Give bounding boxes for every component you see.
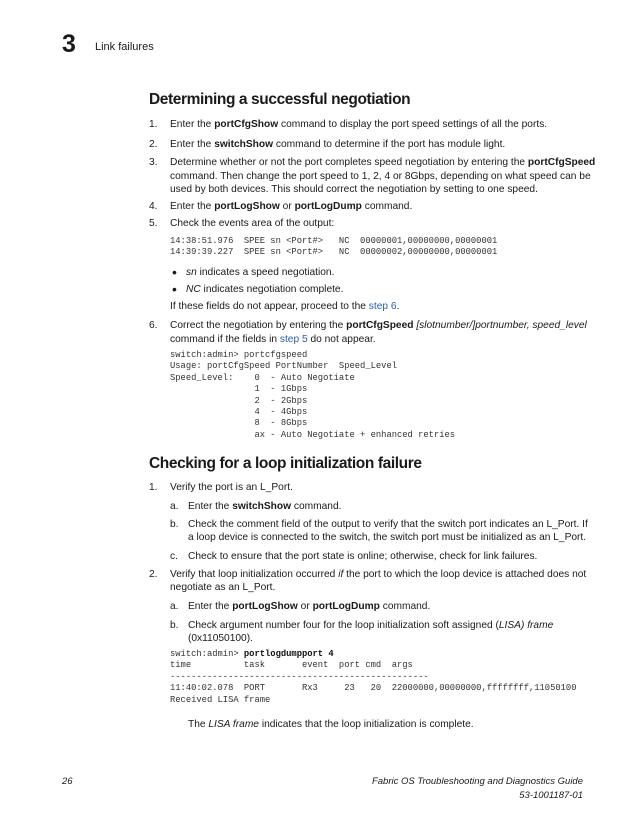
code-command: portlogdumpport 4 [243, 649, 334, 659]
link-step-5[interactable]: step 5 [279, 334, 308, 345]
substep-letter: b. [170, 620, 179, 631]
chapter-title: Link failures [95, 41, 154, 53]
command-portlogdump: portLogDump [294, 201, 362, 212]
step-5-note: If these fields do not appear, proceed to the step 6. [170, 301, 400, 312]
step-6-line-2: command if the fields in step 5 do not appear. [170, 334, 376, 345]
command-portcfgshow: portCfgShow [214, 119, 279, 130]
step-number: 1. [149, 119, 158, 130]
substep-letter: b. [170, 519, 179, 530]
code-block-portcfgspeed: switch:admin> portcfgspeed Usage: portCfgSpeed PortNumber Speed_Level Speed_Level: 0 - Auto Negotiate 1 - 1Gbps 2 - 2Gbps 4 - 4Gbps 8 - 8Gbps ax - Auto Negotiate + enhanced retries [170, 350, 456, 440]
step-number: 1. [149, 482, 158, 493]
step-6-line-1: Correct the negotiation by entering the portCfgSpeed [slotnumber/]portnumber, speed_level [170, 320, 587, 331]
step-3-line-3: used by both devices. This should correct the negotiation by setting to one speed. [170, 184, 538, 195]
substep-2b-line-2: (0x11050100). [188, 633, 253, 644]
command-portcfgspeed: portCfgSpeed [527, 157, 596, 168]
bullet-sn: sn indicates a speed negotiation. [186, 267, 335, 278]
step-number: 2. [149, 569, 158, 580]
code-block-events: 14:38:51.976 SPEE sn <Port#> NC 00000001,00000000,00000001 14:39:39.227 SPEE sn <Port#> NC 00000002,00000000,00000001 [170, 236, 498, 258]
command-switchshow: switchShow [214, 139, 274, 150]
command-portlogshow: portLogShow [232, 601, 298, 612]
substep-letter: a. [170, 501, 179, 512]
step-number: 5. [149, 218, 158, 229]
substep-letter: c. [170, 551, 178, 562]
section-title-loop-init: Checking for a loop initialization failure [149, 455, 422, 472]
step-4-text: Enter the portLogShow or portLogDump command. [170, 201, 413, 212]
loop-step-2-line-1: Verify that loop initialization occurred if the port to which the loop device is attached does not [170, 569, 587, 580]
loop-step-2-line-2: negotiate as an L_Port. [170, 582, 276, 593]
step-number: 4. [149, 201, 158, 212]
guide-title: Fabric OS Troubleshooting and Diagnostics Guide [371, 776, 583, 787]
code-block-portlogdump: switch:admin> portlogdumpport 4 time task event port cmd args ------------------------------------------------- 11:40:02.078 PORT Rx3 23 20 22000000,00000000,ffffffff,11050100 Received LISA frame [170, 649, 577, 705]
substep-1b-line-2: a loop device is connected to the switch, the switch port must be initialized as an L_Port. [188, 532, 587, 543]
chapter-number: 3 [62, 30, 76, 58]
command-portlogdump: portLogDump [312, 601, 380, 612]
step-3-line-2: command. Then change the port speed to 1, 2, 4 or 8Gbps, depending on what speed can be [170, 171, 591, 182]
link-step-6[interactable]: step 6 [368, 301, 397, 312]
page-number: 26 [62, 776, 73, 787]
bullet-nc: NC indicates negotiation complete. [186, 284, 344, 295]
substep-1b-line-1: Check the comment field of the output to verify that the switch port indicates an L_Port. If [188, 519, 588, 530]
loop-step-2-note: The LISA frame indicates that the loop initialization is complete. [188, 719, 474, 730]
command-portlogshow: portLogShow [214, 201, 280, 212]
command-portcfgspeed: portCfgSpeed [346, 320, 414, 331]
step-3-line-1: Determine whether or not the port completes speed negotiation by entering the portCfgSpeed [170, 157, 596, 168]
loop-step-1-text: Verify the port is an L_Port. [170, 482, 293, 493]
substep-1c: Check to ensure that the port state is online; otherwise, check for link failures. [188, 551, 538, 562]
step-2-text: Enter the switchShow command to determine if the port has module light. [170, 139, 506, 150]
substep-2b-line-1: Check argument number four for the loop initialization soft assigned (LISA) frame [188, 620, 554, 631]
command-switchshow: switchShow [232, 501, 292, 512]
bullet-icon: • [172, 264, 177, 280]
step-5-text: Check the events area of the output: [170, 218, 335, 229]
substep-1a: Enter the switchShow command. [188, 501, 342, 512]
section-title-negotiation: Determining a successful negotiation [149, 91, 411, 108]
bullet-icon: • [172, 281, 177, 297]
step-1-text: Enter the portCfgShow command to display the port speed settings of all the ports. [170, 119, 548, 130]
substep-letter: a. [170, 601, 179, 612]
document-number: 53-1001187-01 [519, 790, 583, 801]
step-number: 3. [149, 157, 158, 168]
step-number: 6. [149, 320, 158, 331]
step-number: 2. [149, 139, 158, 150]
substep-2a: Enter the portLogShow or portLogDump command. [188, 601, 431, 612]
